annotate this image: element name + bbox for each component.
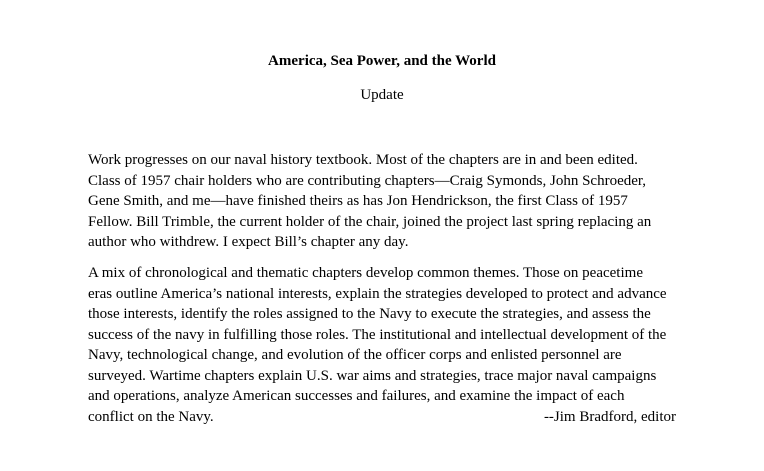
paragraph-line: Gene Smith, and me—have finished theirs as has Jon Hendrickson, the first Class of 1957 <box>88 193 628 209</box>
paragraph-last-line <box>88 407 676 428</box>
paragraph-line: surveyed. Wartime chapters explain U.S. war aims and strategies, trace major naval campaigns <box>88 367 657 384</box>
paragraph-line: success of the navy in fulfilling those roles. The institutional and intellectual development of the <box>88 326 667 343</box>
paragraph-line: eras outline America’s national interests, explain the strategies developed to protect and advance <box>88 285 667 302</box>
paragraph-1 <box>88 150 688 253</box>
paragraph-line: Navy, technological change, and evolution of the officer corps and enlisted personnel are <box>88 347 622 363</box>
paragraph-line: author who withdrew. I expect Bill’s chapter any day. <box>88 234 409 250</box>
paragraph-2 <box>88 263 688 427</box>
paragraph-closing-text: conflict on the Navy. <box>88 408 214 425</box>
paragraph-line: Work progresses on our naval history textbook. Most of the chapters are in and been edited. <box>88 152 638 168</box>
paragraph-line: those interests, identify the roles assigned to the Navy to execute the strategies, and assess the <box>88 306 651 322</box>
document-subtitle: Update <box>360 87 404 103</box>
editor-signature: --Jim Bradford, editor <box>543 408 676 425</box>
paragraph-line: Class of 1957 chair holders who are contributing chapters—Craig Symonds, John Schroeder, <box>88 172 647 189</box>
paragraph-line: A mix of chronological and thematic chapters develop common themes. Those on peacetime <box>88 265 643 281</box>
paragraph-line: Fellow. Bill Trimble, the current holder of the chair, joined the project last spring replacing an <box>88 213 652 230</box>
document-title: America, Sea Power, and the World <box>268 53 496 69</box>
paragraph-line: and operations, analyze American successes and failures, and examine the impact of each <box>88 388 625 404</box>
